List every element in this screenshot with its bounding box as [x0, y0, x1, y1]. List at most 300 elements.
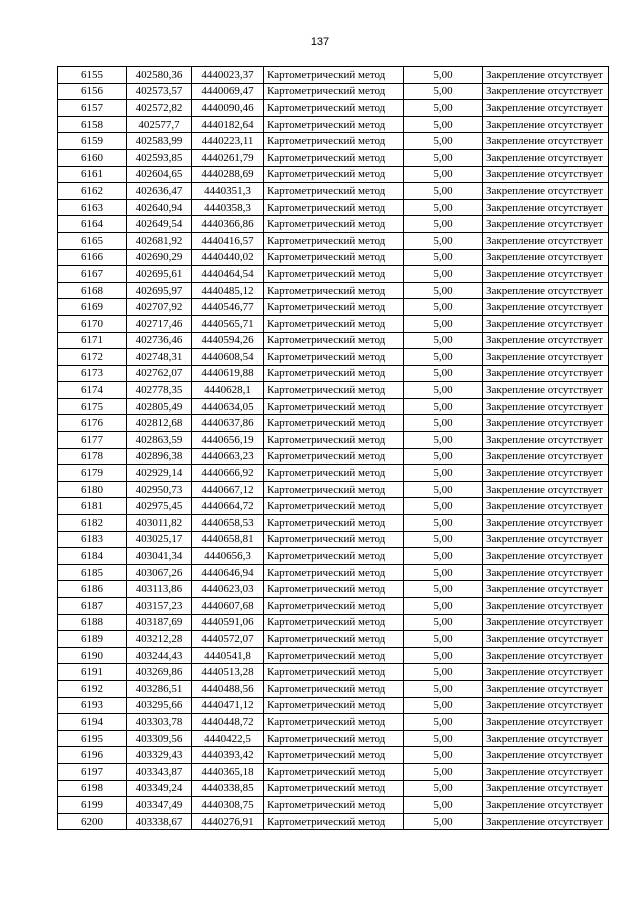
y-coordinate-cell: 4440448,72 [192, 714, 264, 731]
fixing-cell: Закрепление отсутствует [483, 797, 609, 814]
fixing-cell: Закрепление отсутствует [483, 581, 609, 598]
accuracy-cell: 5,00 [404, 747, 483, 764]
table-row [58, 813, 609, 830]
table-row [58, 498, 609, 515]
table-row [58, 266, 609, 283]
point-number-cell: 6173 [58, 365, 127, 382]
method-cell: Картометрический метод [264, 647, 404, 664]
accuracy-cell: 5,00 [404, 232, 483, 249]
accuracy-cell: 5,00 [404, 365, 483, 382]
table-row [58, 67, 609, 84]
table-row [58, 763, 609, 780]
table-row [58, 249, 609, 266]
table-row [58, 432, 609, 449]
accuracy-cell: 5,00 [404, 83, 483, 100]
fixing-cell: Закрепление отсутствует [483, 730, 609, 747]
method-cell: Картометрический метод [264, 83, 404, 100]
fixing-cell: Закрепление отсутствует [483, 199, 609, 216]
y-coordinate-cell: 4440663,23 [192, 448, 264, 465]
fixing-cell: Закрепление отсутствует [483, 216, 609, 233]
accuracy-cell: 5,00 [404, 183, 483, 200]
fixing-cell: Закрепление отсутствует [483, 415, 609, 432]
fixing-cell: Закрепление отсутствует [483, 747, 609, 764]
y-coordinate-cell: 4440069,47 [192, 83, 264, 100]
table-row [58, 415, 609, 432]
y-coordinate-cell: 4440485,12 [192, 282, 264, 299]
method-cell: Картометрический метод [264, 531, 404, 548]
point-number-cell: 6155 [58, 67, 127, 84]
y-coordinate-cell: 4440646,94 [192, 564, 264, 581]
fixing-cell: Закрепление отсутствует [483, 232, 609, 249]
method-cell: Картометрический метод [264, 299, 404, 316]
method-cell: Картометрический метод [264, 133, 404, 150]
page-number: 137 [310, 36, 330, 48]
accuracy-cell: 5,00 [404, 664, 483, 681]
table-row [58, 680, 609, 697]
table-row [58, 183, 609, 200]
method-cell: Картометрический метод [264, 149, 404, 166]
method-cell: Картометрический метод [264, 614, 404, 631]
y-coordinate-cell: 4440308,75 [192, 797, 264, 814]
fixing-cell: Закрепление отсутствует [483, 382, 609, 399]
point-number-cell: 6169 [58, 299, 127, 316]
accuracy-cell: 5,00 [404, 598, 483, 615]
table-row [58, 100, 609, 117]
table-row [58, 232, 609, 249]
table-row [58, 780, 609, 797]
table-row [58, 282, 609, 299]
method-cell: Картометрический метод [264, 763, 404, 780]
fixing-cell: Закрепление отсутствует [483, 780, 609, 797]
y-coordinate-cell: 4440023,37 [192, 67, 264, 84]
x-coordinate-cell: 403269,86 [127, 664, 192, 681]
y-coordinate-cell: 4440628,1 [192, 382, 264, 399]
accuracy-cell: 5,00 [404, 581, 483, 598]
point-number-cell: 6171 [58, 332, 127, 349]
fixing-cell: Закрепление отсутствует [483, 598, 609, 615]
method-cell: Картометрический метод [264, 481, 404, 498]
point-number-cell: 6174 [58, 382, 127, 399]
accuracy-cell: 5,00 [404, 697, 483, 714]
y-coordinate-cell: 4440182,64 [192, 116, 264, 133]
method-cell: Картометрический метод [264, 548, 404, 565]
table-row [58, 481, 609, 498]
fixing-cell: Закрепление отсутствует [483, 67, 609, 84]
accuracy-cell: 5,00 [404, 631, 483, 648]
y-coordinate-cell: 4440366,86 [192, 216, 264, 233]
point-number-cell: 6179 [58, 465, 127, 482]
y-coordinate-cell: 4440223,11 [192, 133, 264, 150]
point-number-cell: 6188 [58, 614, 127, 631]
y-coordinate-cell: 4440488,56 [192, 680, 264, 697]
y-coordinate-cell: 4440658,81 [192, 531, 264, 548]
point-number-cell: 6183 [58, 531, 127, 548]
y-coordinate-cell: 4440358,3 [192, 199, 264, 216]
table-row [58, 531, 609, 548]
method-cell: Картометрический метод [264, 349, 404, 366]
table-row [58, 133, 609, 150]
accuracy-cell: 5,00 [404, 332, 483, 349]
y-coordinate-cell: 4440090,46 [192, 100, 264, 117]
y-coordinate-cell: 4440416,57 [192, 232, 264, 249]
y-coordinate-cell: 4440656,3 [192, 548, 264, 565]
table-row [58, 199, 609, 216]
method-cell: Картометрический метод [264, 332, 404, 349]
table-row [58, 382, 609, 399]
point-number-cell: 6156 [58, 83, 127, 100]
x-coordinate-cell: 403343,87 [127, 763, 192, 780]
y-coordinate-cell: 4440422,5 [192, 730, 264, 747]
accuracy-cell: 5,00 [404, 531, 483, 548]
method-cell: Картометрический метод [264, 382, 404, 399]
table-row [58, 216, 609, 233]
fixing-cell: Закрепление отсутствует [483, 697, 609, 714]
x-coordinate-cell: 402975,45 [127, 498, 192, 515]
fixing-cell: Закрепление отсутствует [483, 631, 609, 648]
accuracy-cell: 5,00 [404, 415, 483, 432]
fixing-cell: Закрепление отсутствует [483, 647, 609, 664]
method-cell: Картометрический метод [264, 432, 404, 449]
point-number-cell: 6165 [58, 232, 127, 249]
point-number-cell: 6163 [58, 199, 127, 216]
x-coordinate-cell: 403303,78 [127, 714, 192, 731]
x-coordinate-cell: 402636,47 [127, 183, 192, 200]
method-cell: Картометрический метод [264, 664, 404, 681]
y-coordinate-cell: 4440338,85 [192, 780, 264, 797]
x-coordinate-cell: 403187,69 [127, 614, 192, 631]
method-cell: Картометрический метод [264, 216, 404, 233]
x-coordinate-cell: 402896,38 [127, 448, 192, 465]
fixing-cell: Закрепление отсутствует [483, 183, 609, 200]
x-coordinate-cell: 402950,73 [127, 481, 192, 498]
y-coordinate-cell: 4440656,19 [192, 432, 264, 449]
fixing-cell: Закрепление отсутствует [483, 714, 609, 731]
y-coordinate-cell: 4440664,72 [192, 498, 264, 515]
table-row [58, 631, 609, 648]
method-cell: Картометрический метод [264, 249, 404, 266]
method-cell: Картометрический метод [264, 448, 404, 465]
y-coordinate-cell: 4440365,18 [192, 763, 264, 780]
point-number-cell: 6184 [58, 548, 127, 565]
fixing-cell: Закрепление отсутствует [483, 365, 609, 382]
x-coordinate-cell: 403212,28 [127, 631, 192, 648]
x-coordinate-cell: 403157,23 [127, 598, 192, 615]
y-coordinate-cell: 4440607,68 [192, 598, 264, 615]
point-number-cell: 6190 [58, 647, 127, 664]
method-cell: Картометрический метод [264, 415, 404, 432]
method-cell: Картометрический метод [264, 100, 404, 117]
accuracy-cell: 5,00 [404, 763, 483, 780]
table-row [58, 697, 609, 714]
accuracy-cell: 5,00 [404, 564, 483, 581]
accuracy-cell: 5,00 [404, 382, 483, 399]
fixing-cell: Закрепление отсутствует [483, 498, 609, 515]
fixing-cell: Закрепление отсутствует [483, 531, 609, 548]
method-cell: Картометрический метод [264, 813, 404, 830]
x-coordinate-cell: 403025,17 [127, 531, 192, 548]
x-coordinate-cell: 402580,36 [127, 67, 192, 84]
table-row [58, 564, 609, 581]
method-cell: Картометрический метод [264, 515, 404, 532]
point-number-cell: 6157 [58, 100, 127, 117]
point-number-cell: 6177 [58, 432, 127, 449]
accuracy-cell: 5,00 [404, 266, 483, 283]
x-coordinate-cell: 403349,24 [127, 780, 192, 797]
x-coordinate-cell: 402593,85 [127, 149, 192, 166]
x-coordinate-cell: 402583,99 [127, 133, 192, 150]
point-number-cell: 6187 [58, 598, 127, 615]
y-coordinate-cell: 4440261,79 [192, 149, 264, 166]
point-number-cell: 6181 [58, 498, 127, 515]
fixing-cell: Закрепление отсутствует [483, 249, 609, 266]
accuracy-cell: 5,00 [404, 465, 483, 482]
point-number-cell: 6185 [58, 564, 127, 581]
point-number-cell: 6178 [58, 448, 127, 465]
x-coordinate-cell: 403011,82 [127, 515, 192, 532]
accuracy-cell: 5,00 [404, 680, 483, 697]
point-number-cell: 6162 [58, 183, 127, 200]
table-row [58, 664, 609, 681]
table-row [58, 730, 609, 747]
x-coordinate-cell: 402577,7 [127, 116, 192, 133]
y-coordinate-cell: 4440594,26 [192, 332, 264, 349]
accuracy-cell: 5,00 [404, 349, 483, 366]
x-coordinate-cell: 402736,46 [127, 332, 192, 349]
method-cell: Картометрический метод [264, 680, 404, 697]
x-coordinate-cell: 403113,86 [127, 581, 192, 598]
accuracy-cell: 5,00 [404, 714, 483, 731]
accuracy-cell: 5,00 [404, 315, 483, 332]
accuracy-cell: 5,00 [404, 614, 483, 631]
y-coordinate-cell: 4440667,12 [192, 481, 264, 498]
accuracy-cell: 5,00 [404, 730, 483, 747]
fixing-cell: Закрепление отсутствует [483, 680, 609, 697]
y-coordinate-cell: 4440572,07 [192, 631, 264, 648]
method-cell: Картометрический метод [264, 266, 404, 283]
method-cell: Картометрический метод [264, 315, 404, 332]
table-row [58, 747, 609, 764]
accuracy-cell: 5,00 [404, 249, 483, 266]
table-row [58, 349, 609, 366]
accuracy-cell: 5,00 [404, 216, 483, 233]
x-coordinate-cell: 403309,56 [127, 730, 192, 747]
fixing-cell: Закрепление отсутствует [483, 664, 609, 681]
point-number-cell: 6159 [58, 133, 127, 150]
x-coordinate-cell: 402805,49 [127, 398, 192, 415]
x-coordinate-cell: 402640,94 [127, 199, 192, 216]
table-row [58, 398, 609, 415]
method-cell: Картометрический метод [264, 282, 404, 299]
point-number-cell: 6175 [58, 398, 127, 415]
table-row [58, 515, 609, 532]
x-coordinate-cell: 402748,31 [127, 349, 192, 366]
point-number-cell: 6158 [58, 116, 127, 133]
fixing-cell: Закрепление отсутствует [483, 116, 609, 133]
fixing-cell: Закрепление отсутствует [483, 448, 609, 465]
fixing-cell: Закрепление отсутствует [483, 100, 609, 117]
x-coordinate-cell: 403286,51 [127, 680, 192, 697]
accuracy-cell: 5,00 [404, 149, 483, 166]
table-row [58, 299, 609, 316]
coordinates-table-body [58, 67, 609, 830]
y-coordinate-cell: 4440623,03 [192, 581, 264, 598]
point-number-cell: 6167 [58, 266, 127, 283]
x-coordinate-cell: 402863,59 [127, 432, 192, 449]
point-number-cell: 6199 [58, 797, 127, 814]
table-row [58, 448, 609, 465]
point-number-cell: 6200 [58, 813, 127, 830]
y-coordinate-cell: 4440471,12 [192, 697, 264, 714]
method-cell: Картометрический метод [264, 67, 404, 84]
y-coordinate-cell: 4440464,54 [192, 266, 264, 283]
fixing-cell: Закрепление отсутствует [483, 282, 609, 299]
fixing-cell: Закрепление отсутствует [483, 465, 609, 482]
point-number-cell: 6193 [58, 697, 127, 714]
y-coordinate-cell: 4440565,71 [192, 315, 264, 332]
method-cell: Картометрический метод [264, 598, 404, 615]
method-cell: Картометрический метод [264, 697, 404, 714]
x-coordinate-cell: 403041,34 [127, 548, 192, 565]
x-coordinate-cell: 402572,82 [127, 100, 192, 117]
point-number-cell: 6182 [58, 515, 127, 532]
y-coordinate-cell: 4440666,92 [192, 465, 264, 482]
fixing-cell: Закрепление отсутствует [483, 564, 609, 581]
x-coordinate-cell: 402573,57 [127, 83, 192, 100]
method-cell: Картометрический метод [264, 398, 404, 415]
accuracy-cell: 5,00 [404, 100, 483, 117]
fixing-cell: Закрепление отсутствует [483, 515, 609, 532]
table-row [58, 581, 609, 598]
point-number-cell: 6176 [58, 415, 127, 432]
point-number-cell: 6197 [58, 763, 127, 780]
table-row [58, 83, 609, 100]
accuracy-cell: 5,00 [404, 813, 483, 830]
fixing-cell: Закрепление отсутствует [483, 813, 609, 830]
y-coordinate-cell: 4440619,88 [192, 365, 264, 382]
method-cell: Картометрический метод [264, 797, 404, 814]
point-number-cell: 6189 [58, 631, 127, 648]
table-row [58, 647, 609, 664]
table-row [58, 614, 609, 631]
y-coordinate-cell: 4440634,05 [192, 398, 264, 415]
point-number-cell: 6186 [58, 581, 127, 598]
x-coordinate-cell: 403347,49 [127, 797, 192, 814]
table-row [58, 166, 609, 183]
method-cell: Картометрический метод [264, 365, 404, 382]
method-cell: Картометрический метод [264, 465, 404, 482]
x-coordinate-cell: 402695,97 [127, 282, 192, 299]
accuracy-cell: 5,00 [404, 448, 483, 465]
fixing-cell: Закрепление отсутствует [483, 133, 609, 150]
fixing-cell: Закрепление отсутствует [483, 299, 609, 316]
y-coordinate-cell: 4440637,86 [192, 415, 264, 432]
method-cell: Картометрический метод [264, 183, 404, 200]
method-cell: Картометрический метод [264, 116, 404, 133]
fixing-cell: Закрепление отсутствует [483, 315, 609, 332]
table-row [58, 149, 609, 166]
y-coordinate-cell: 4440541,8 [192, 647, 264, 664]
point-number-cell: 6164 [58, 216, 127, 233]
x-coordinate-cell: 403329,43 [127, 747, 192, 764]
fixing-cell: Закрепление отсутствует [483, 432, 609, 449]
point-number-cell: 6198 [58, 780, 127, 797]
fixing-cell: Закрепление отсутствует [483, 166, 609, 183]
table-row [58, 797, 609, 814]
x-coordinate-cell: 403244,43 [127, 647, 192, 664]
table-row [58, 315, 609, 332]
method-cell: Картометрический метод [264, 232, 404, 249]
table-row [58, 714, 609, 731]
accuracy-cell: 5,00 [404, 199, 483, 216]
method-cell: Картометрический метод [264, 498, 404, 515]
x-coordinate-cell: 402717,46 [127, 315, 192, 332]
y-coordinate-cell: 4440351,3 [192, 183, 264, 200]
accuracy-cell: 5,00 [404, 647, 483, 664]
y-coordinate-cell: 4440440,02 [192, 249, 264, 266]
accuracy-cell: 5,00 [404, 548, 483, 565]
x-coordinate-cell: 402681,92 [127, 232, 192, 249]
y-coordinate-cell: 4440288,69 [192, 166, 264, 183]
method-cell: Картометрический метод [264, 581, 404, 598]
fixing-cell: Закрепление отсутствует [483, 332, 609, 349]
y-coordinate-cell: 4440591,06 [192, 614, 264, 631]
accuracy-cell: 5,00 [404, 515, 483, 532]
point-number-cell: 6170 [58, 315, 127, 332]
table-row [58, 465, 609, 482]
point-number-cell: 6166 [58, 249, 127, 266]
x-coordinate-cell: 402812,68 [127, 415, 192, 432]
y-coordinate-cell: 4440393,42 [192, 747, 264, 764]
method-cell: Картометрический метод [264, 199, 404, 216]
x-coordinate-cell: 402762,07 [127, 365, 192, 382]
accuracy-cell: 5,00 [404, 116, 483, 133]
fixing-cell: Закрепление отсутствует [483, 481, 609, 498]
method-cell: Картометрический метод [264, 631, 404, 648]
y-coordinate-cell: 4440658,53 [192, 515, 264, 532]
x-coordinate-cell: 402690,29 [127, 249, 192, 266]
method-cell: Картометрический метод [264, 730, 404, 747]
accuracy-cell: 5,00 [404, 481, 483, 498]
x-coordinate-cell: 402604,65 [127, 166, 192, 183]
table-row [58, 365, 609, 382]
x-coordinate-cell: 402707,92 [127, 299, 192, 316]
accuracy-cell: 5,00 [404, 299, 483, 316]
y-coordinate-cell: 4440513,28 [192, 664, 264, 681]
accuracy-cell: 5,00 [404, 780, 483, 797]
fixing-cell: Закрепление отсутствует [483, 349, 609, 366]
point-number-cell: 6172 [58, 349, 127, 366]
coordinates-table [57, 66, 609, 830]
method-cell: Картометрический метод [264, 714, 404, 731]
table-row [58, 116, 609, 133]
y-coordinate-cell: 4440546,77 [192, 299, 264, 316]
point-number-cell: 6180 [58, 481, 127, 498]
fixing-cell: Закрепление отсутствует [483, 266, 609, 283]
accuracy-cell: 5,00 [404, 282, 483, 299]
y-coordinate-cell: 4440608,54 [192, 349, 264, 366]
fixing-cell: Закрепление отсутствует [483, 763, 609, 780]
point-number-cell: 6196 [58, 747, 127, 764]
method-cell: Картометрический метод [264, 166, 404, 183]
table-row [58, 332, 609, 349]
x-coordinate-cell: 402649,54 [127, 216, 192, 233]
method-cell: Картометрический метод [264, 747, 404, 764]
accuracy-cell: 5,00 [404, 498, 483, 515]
point-number-cell: 6161 [58, 166, 127, 183]
x-coordinate-cell: 403067,26 [127, 564, 192, 581]
accuracy-cell: 5,00 [404, 432, 483, 449]
table-row [58, 548, 609, 565]
